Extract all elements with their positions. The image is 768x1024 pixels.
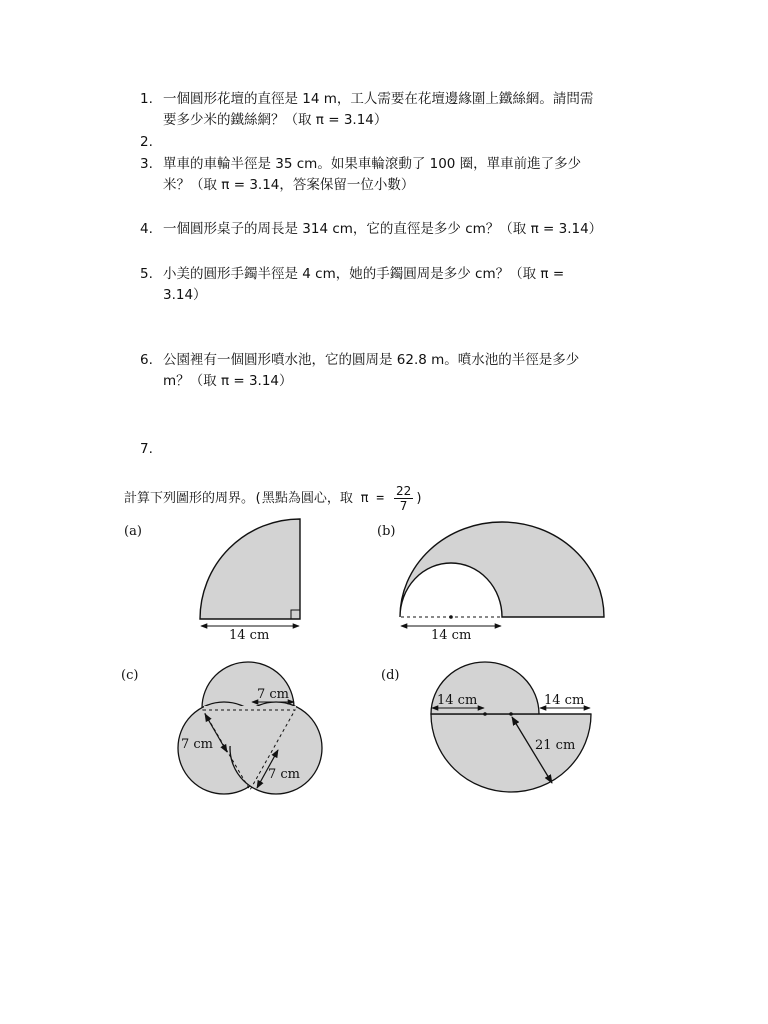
question-text: 公園裡有一個圓形噴水池，它的圓周是 62.8 m。噴水池的半徑是多少 m？（取 π = 3.14） (163, 352, 580, 389)
center-dot-large (509, 712, 513, 716)
figure-b-label: (b) (377, 524, 396, 539)
question-number: 1. (140, 91, 153, 107)
dimension-label: 14 cm (229, 628, 270, 643)
large-semicircle-shape (431, 714, 591, 792)
dimension-label-radius: 21 cm (535, 738, 576, 753)
figure-d (431, 662, 591, 792)
fraction-denominator: 7 (399, 499, 408, 513)
instruction-text: 計算下列圖形的周界。(黑點為圓心，取 π = (124, 491, 392, 506)
overlap-fill (204, 706, 296, 746)
question-number: 4. (140, 221, 153, 237)
fraction-numerator: 22 (395, 484, 412, 498)
center-dot (449, 615, 453, 619)
question-text: 一個圓形花壇的直徑是 14 m，工人需要在花壇邊緣圍上鐵絲網。請問需 要多少米的鐵絲網？（取 π = 3.14） (163, 91, 594, 128)
dimension-label-left: 14 cm (437, 693, 478, 708)
question-text: 單車的車輪半徑是 35 cm。如果車輪滾動了 100 圈，單車前進了多少 米？（取 π = 3.14，答案保留一位小數） (163, 156, 582, 193)
quarter-circle-shape (200, 519, 300, 619)
figure-a (200, 519, 300, 643)
center-dot-small (483, 712, 487, 716)
dimension-label-right: 7 cm (268, 767, 301, 782)
figure-c-label: (c) (121, 668, 139, 683)
dimension-label-right: 14 cm (544, 693, 585, 708)
question-text: 小美的圓形手鐲半徑是 4 cm，她的手鐲圓周是多少 cm？（取 π = 3.14） (163, 266, 565, 303)
figure-d-label: (d) (381, 668, 400, 683)
question-text: 一個圓形桌子的周長是 314 cm，它的直徑是多少 cm？（取 π = 3.14） (163, 221, 603, 237)
instruction-suffix: ) (415, 491, 424, 506)
dimension-label-left: 7 cm (181, 737, 214, 752)
question-number: 2. (140, 134, 153, 150)
question-number: 5. (140, 266, 153, 282)
question-number: 6. (140, 352, 153, 368)
question-number: 7. (140, 441, 153, 457)
figure-a-label: (a) (124, 524, 142, 539)
semicircle-ring-shape (400, 522, 604, 617)
question-number: 3. (140, 156, 153, 172)
figure-b (400, 522, 604, 643)
figure-c (178, 662, 322, 794)
dimension-label-top: 7 cm (257, 687, 290, 702)
dimension-label: 14 cm (431, 628, 472, 643)
